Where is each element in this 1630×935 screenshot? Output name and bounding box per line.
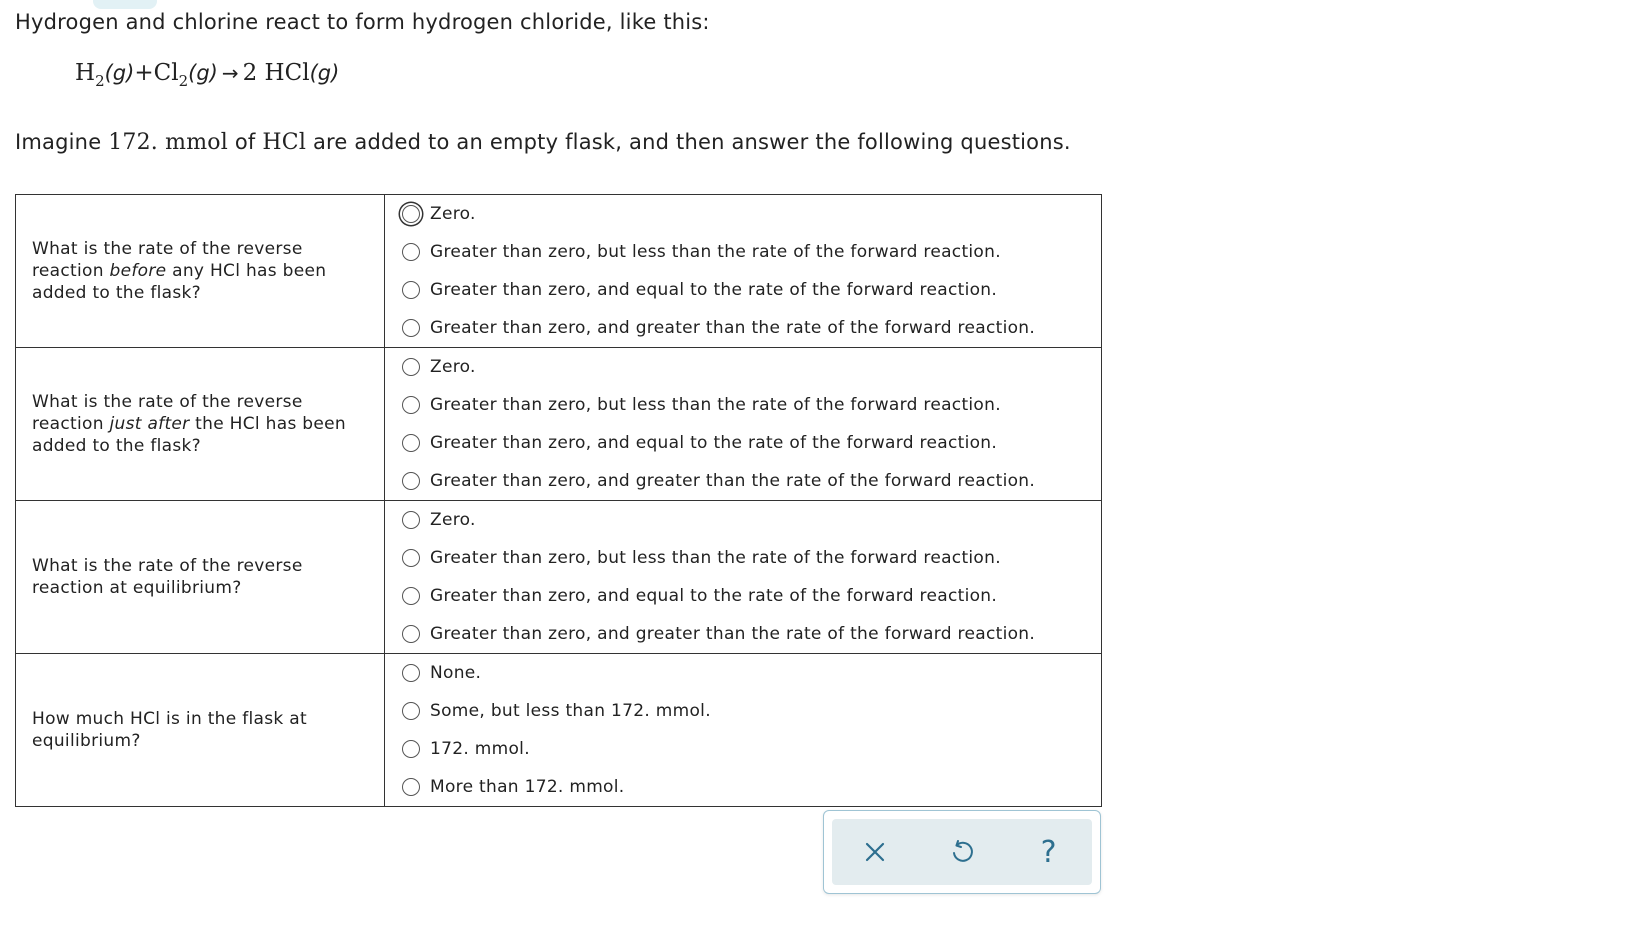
radio-button[interactable]: [402, 740, 420, 758]
help-button[interactable]: [1024, 827, 1074, 877]
options-cell: [385, 348, 1102, 501]
options-cell: [385, 195, 1102, 348]
option-label: Greater than zero, and greater than the rate of the forward reaction.: [430, 471, 1036, 491]
radio-button[interactable]: [402, 511, 420, 529]
option-label: Greater than zero, but less than the rate of the forward reaction.: [430, 395, 1001, 415]
undo-icon: [949, 839, 975, 865]
answer-toolbar: [823, 810, 1101, 894]
question-text: What is the rate of the reverse reaction before any HCl has been added to the flask?: [16, 195, 385, 348]
help-icon: ?: [1040, 834, 1057, 870]
answer-option[interactable]: [385, 309, 1101, 347]
option-label: Zero.: [430, 204, 476, 224]
radio-button[interactable]: [402, 549, 420, 567]
radio-button[interactable]: [402, 358, 420, 376]
answer-option[interactable]: [385, 539, 1101, 577]
radio-button[interactable]: [402, 396, 420, 414]
hcl-amount: 172. mmol: [108, 130, 228, 155]
imagine-text: Imagine 172. mmol of HCl are added to an empty flask, and then answer the following questions.: [15, 130, 1071, 155]
radio-button[interactable]: [402, 434, 420, 452]
radio-button[interactable]: [402, 587, 420, 605]
option-label: Greater than zero, and greater than the rate of the forward reaction.: [430, 624, 1036, 644]
answer-option[interactable]: [385, 730, 1101, 768]
option-label: Zero.: [430, 357, 476, 377]
option-label: None.: [430, 663, 482, 683]
option-label: Greater than zero, and equal to the rate of the forward reaction.: [430, 586, 998, 606]
radio-button[interactable]: [402, 625, 420, 643]
reaction-arrow: →: [221, 61, 239, 85]
radio-button[interactable]: [402, 472, 420, 490]
option-label: Greater than zero, but less than the rate of the forward reaction.: [430, 548, 1001, 568]
option-label: More than 172. mmol.: [430, 777, 625, 797]
answer-option[interactable]: [385, 615, 1101, 653]
option-label: Greater than zero, and greater than the rate of the forward reaction.: [430, 318, 1036, 338]
question-text: How much HCl is in the flask at equilibrium?: [16, 654, 385, 807]
answer-option[interactable]: [385, 386, 1101, 424]
answer-option[interactable]: [385, 233, 1101, 271]
option-label: Greater than zero, and equal to the rate of the forward reaction.: [430, 433, 998, 453]
answer-option[interactable]: [385, 348, 1101, 386]
radio-button[interactable]: [402, 281, 420, 299]
question-row: [16, 195, 1102, 348]
radio-button[interactable]: [402, 205, 420, 223]
question-row: [16, 348, 1102, 501]
answer-option[interactable]: [385, 654, 1101, 692]
answer-option[interactable]: [385, 577, 1101, 615]
answer-option[interactable]: [385, 271, 1101, 309]
option-label: Zero.: [430, 510, 476, 530]
options-cell: [385, 501, 1102, 654]
options-cell: [385, 654, 1102, 807]
answer-option[interactable]: [385, 501, 1101, 539]
option-label: 172. mmol.: [430, 739, 530, 759]
answer-option[interactable]: [385, 462, 1101, 500]
answer-option[interactable]: [385, 195, 1101, 233]
question-text: What is the rate of the reverse reaction at equilibrium?: [16, 501, 385, 654]
option-label: Greater than zero, but less than the rate of the forward reaction.: [430, 242, 1001, 262]
answer-option[interactable]: [385, 768, 1101, 806]
radio-button[interactable]: [402, 319, 420, 337]
radio-button[interactable]: [402, 664, 420, 682]
question-text: What is the rate of the reverse reaction just after the HCl has been added to the flask?: [16, 348, 385, 501]
undo-button[interactable]: [937, 827, 987, 877]
top-tab-indicator: [93, 0, 157, 9]
question-row: [16, 501, 1102, 654]
intro-text: Hydrogen and chlorine react to form hydrogen chloride, like this:: [15, 10, 710, 34]
answer-option[interactable]: [385, 692, 1101, 730]
clear-button[interactable]: [850, 827, 900, 877]
radio-button[interactable]: [402, 702, 420, 720]
radio-button[interactable]: [402, 778, 420, 796]
chemical-equation: $H_2(g)+Cl_2(g) \to 2$ HCl(g): [75, 60, 340, 90]
answer-option[interactable]: [385, 424, 1101, 462]
question-row: [16, 654, 1102, 807]
option-label: Some, but less than 172. mmol.: [430, 701, 711, 721]
radio-button[interactable]: [402, 243, 420, 261]
close-icon: [864, 841, 886, 863]
question-table: [15, 194, 1102, 807]
option-label: Greater than zero, and equal to the rate of the forward reaction.: [430, 280, 998, 300]
